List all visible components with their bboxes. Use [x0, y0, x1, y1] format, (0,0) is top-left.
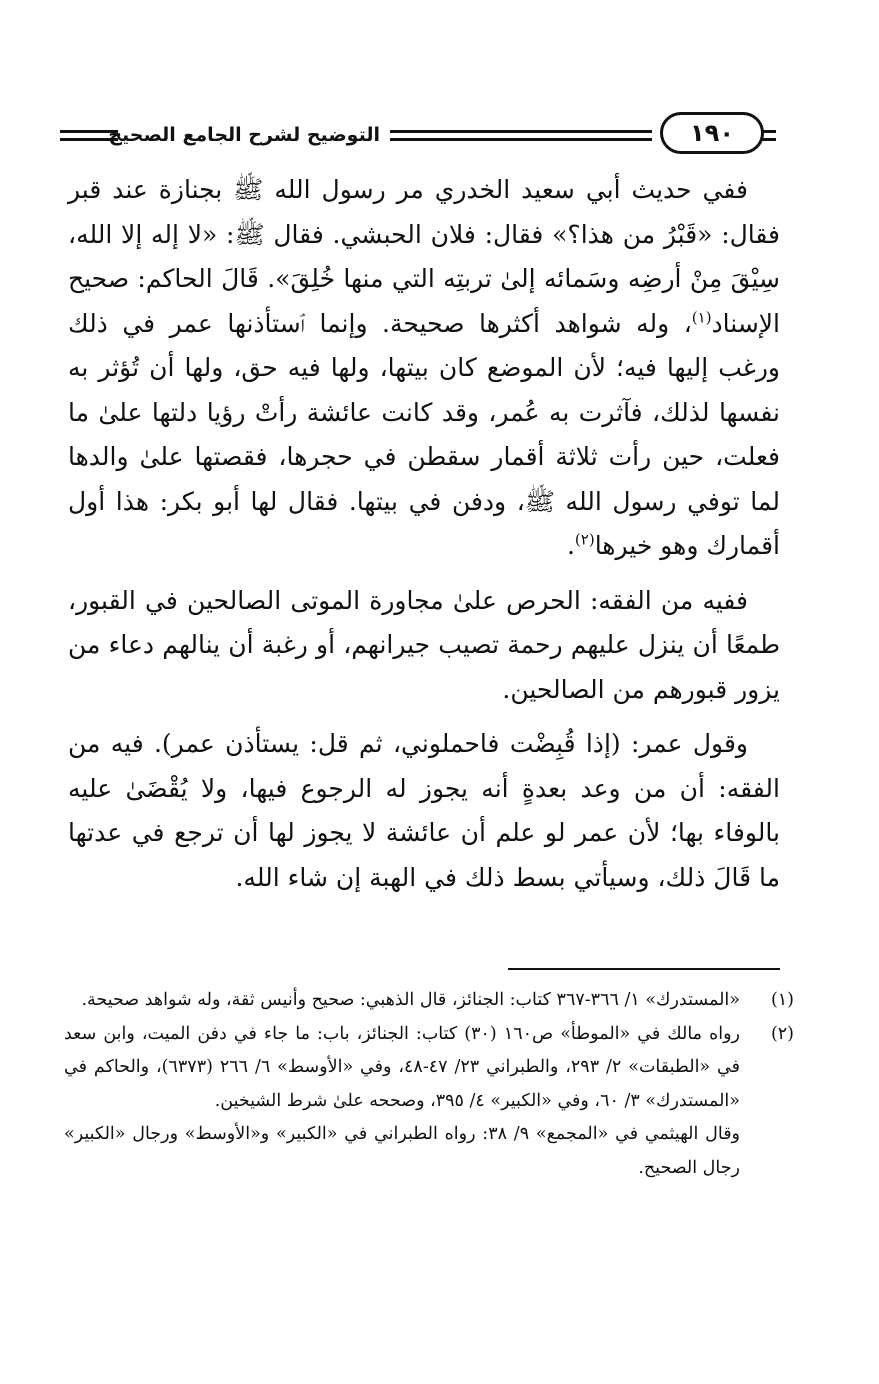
- header-rule: [390, 138, 652, 141]
- paragraph: ففيه من الفقه: الحرص علىٰ مجاورة الموتى الصالحين في القبور، طمعًا أن ينزل عليهم رحمة تصيب جيرانهم، أو رغبة أن ينالهم دعاء من يزور قبورهم من الصالحين.: [68, 585, 780, 704]
- footnotes: [64, 984, 794, 1185]
- paragraph-text: ، وله شواهد أكثرها صحيحة. وإنما ٱستأذنها عمر في ذلك ورغب إليها فيه؛ لأن الموضع كان بيتها، ولها فيه حق، ولها أن تُؤثر به نفسها لذلك، فآثرت به عُمر، وقد كانت عائشة رأتْ رؤيا دلتها علىٰ ما فعلت، حين رأت ثلاثة أقمار سقطن في حجرها، فقصتها علىٰ والدها لما توفي رسول الله ﷺ، ودفن في بيتها. فقال لها أبو بكر: هذا أول أقمارك وهو خيرها: [68, 308, 780, 560]
- header-rule: [390, 130, 652, 133]
- footnote-separator: [508, 968, 780, 970]
- header-rule: [762, 130, 776, 133]
- running-title: التوضيح لشرح الجامع الصحيح: [108, 124, 380, 146]
- footnote: [64, 1018, 794, 1119]
- paragraph-text: .: [566, 531, 575, 560]
- footnote-number: (١): [770, 990, 794, 1010]
- footnote-reference: (١): [691, 308, 712, 327]
- footnote-continuation: وقال الهيثمي في «المجمع» ٩/ ٣٨: رواه الطبراني في «الكبير» و«الأوسط» ورجال «الكبير» رجال الصحيح.: [64, 1124, 741, 1178]
- footnote-reference: (٢): [574, 530, 595, 549]
- paragraph: [68, 168, 780, 569]
- main-text: [68, 168, 780, 910]
- footnote: [64, 984, 794, 1018]
- footnote-number: (٢): [770, 1023, 794, 1044]
- paragraph-text: ففي حديث أبي سعيد الخدري مر رسول الله ﷺ بجنازة عند قبر فقال: «قَبْرُ من هذا؟» فقال: فلان الحبشي. فقال ﷺ: «لا إله إلا الله، سِيْقَ مِنْ أرضِه وسَمائه إلىٰ تربتِه التي منها خُلِقَ». قَالَ الحاكم: صحيح الإسناد: [68, 175, 780, 338]
- page-number: ١٩٠: [660, 112, 764, 154]
- footnote-text: «المستدرك» ١/ ٣٦٦-٣٦٧ كتاب: الجنائز، قال الذهبي: صحيح وأنيس ثقة، وله شواهد صحيحة.: [81, 990, 740, 1010]
- paragraph: وقول عمر: (إذا قُبِضْت فاحملوني، ثم قل: يستأذن عمر). فيه من الفقه: أن من وعد بعدةٍ أنه يجوز له الرجوع فيها، ولا يُقْضَىٰ عليه بالوفاء بها؛ لأن عمر لو علم أن عائشة لا يجوز لها أن ترجع في عدتها ما قَالَ ذلك، وسيأتي بسط ذلك في الهبة إن شاء الله.: [68, 729, 780, 892]
- header-rule: [762, 138, 776, 141]
- footnote-text: رواه مالك في «الموطأ» ص١٦٠ (٣٠) كتاب: الجنائز، باب: ما جاء في دفن الميت، وابن سعد في «الطبقات» ٢/ ٢٩٣، والطبراني ٢٣/ ٤٧-٤٨، وفي «الأوسط» ٦/ ٢٦٦ (٦٣٧٣)، والحاكم في «المستدرك» ٣/ ٦٠، وفي «الكبير» ٤/ ٣٩٥، وصححه علىٰ شرط الشيخين.: [64, 1023, 741, 1111]
- page-header: [60, 112, 772, 162]
